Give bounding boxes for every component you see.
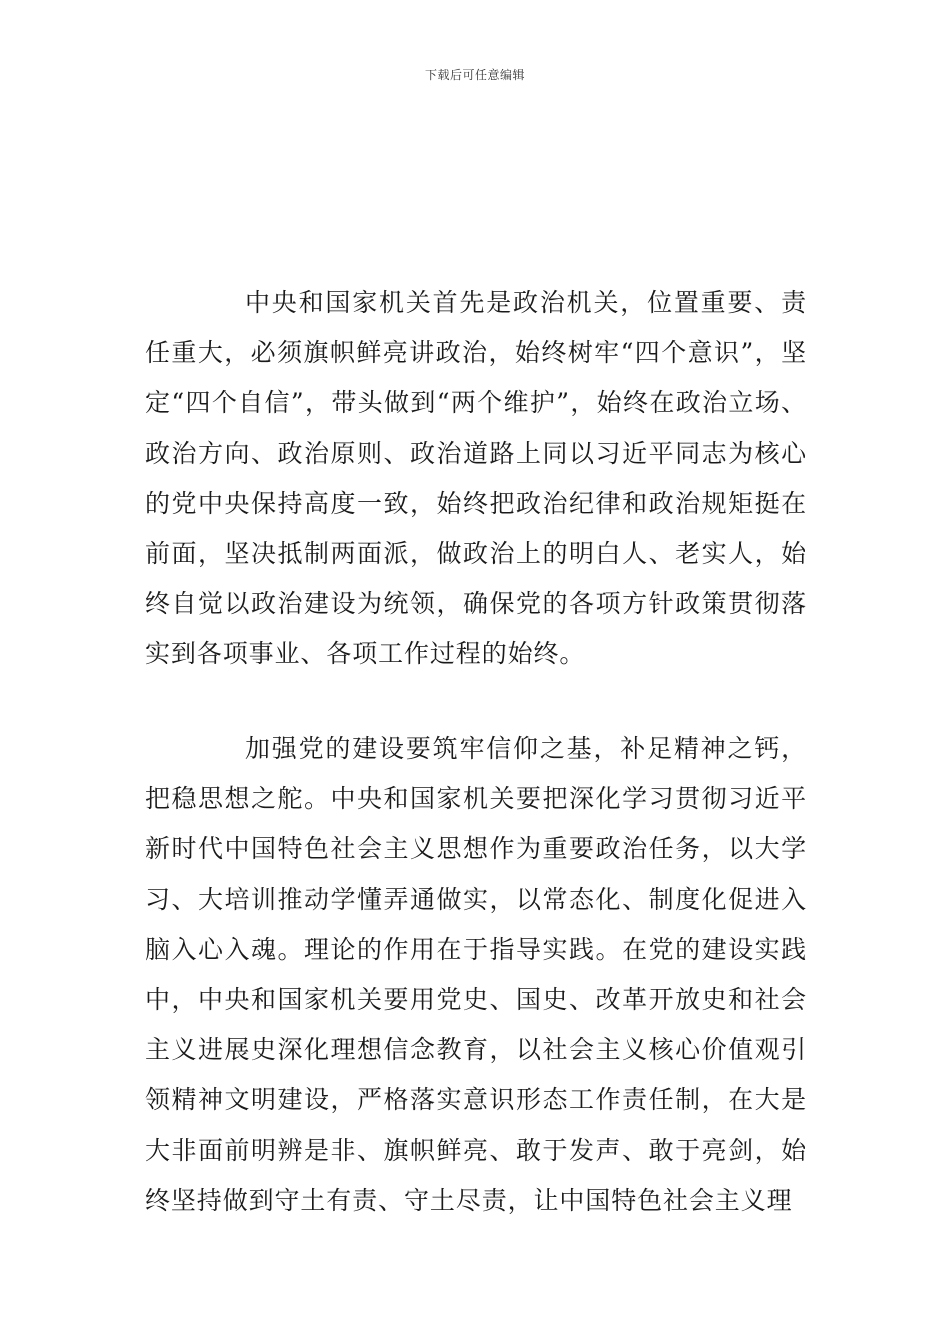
paragraph-1-container — [145, 278, 807, 680]
paragraph-1: 中央和国家机关首先是政治机关，位置重要、责任重大，必须旗帜鲜亮讲政治，始终树牢“四个意识”，坚定“四个自信”，带头做到“两个维护”，始终在政治立场、政治方向、政治原则、政治道路上同以习近平同志为核心的党中央保持高度一致，始终把政治纪律和政治规矩挺在前面，坚决抵制两面派，做政治上的明白人、老实人，始终自觉以政治建设为统领，确保党的各项方针政策贯彻落实到各项事业、各项工作过程的始终。 — [145, 288, 807, 669]
paragraph-2: 加强党的建设要筑牢信仰之基，补足精神之钙，把稳思想之舵。中央和国家机关要把深化学习贯彻习近平新时代中国特色社会主义思想作为重要政治任务，以大学习、大培训推动学懂弄通做实，以常态化、制度化促进入脑入心入魂。理论的作用在于指导实践。在党的建设实践中，中央和国家机关要用党史、国史、改革开放史和社会主义进展史深化理想信念教育，以社会主义核心价值观引领精神文明建设，严格落实意识形态工作责任制，在大是大非面前明辨是非、旗帜鲜亮、敢于发声、敢于亮剑，始终坚持做到守土有责、守土尽责，让中国特色社会主义理 — [145, 734, 807, 1215]
header-note: 下载后可任意编辑 — [424, 68, 525, 82]
paragraph-2-container — [145, 724, 807, 1226]
